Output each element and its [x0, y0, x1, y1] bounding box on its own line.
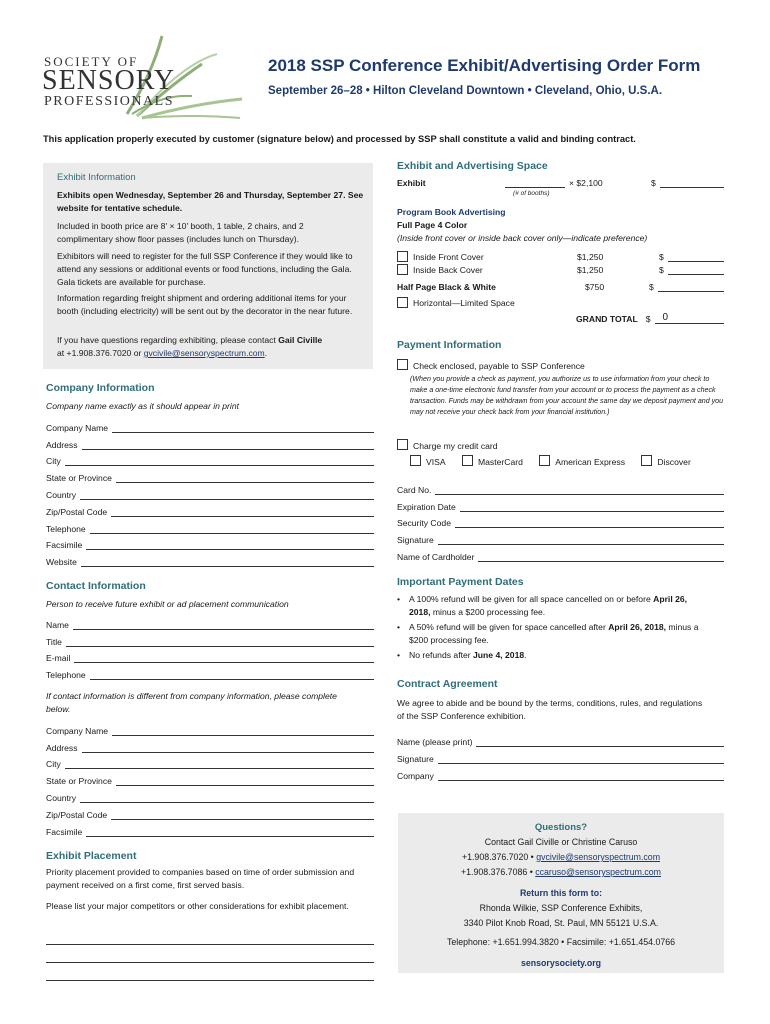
- company-field-input[interactable]: [81, 557, 374, 567]
- company-field-row: [46, 483, 374, 500]
- contact-secondary-field-label: Address: [46, 742, 78, 753]
- page-subtitle: September 26–28 • Hilton Cleveland Downtown • Cleveland, Ohio, U.S.A.: [268, 85, 663, 97]
- contact-secondary-field-label: Country: [46, 792, 77, 803]
- grand-total-input[interactable]: 0: [655, 313, 724, 324]
- half-page-dollar: $: [649, 282, 654, 292]
- contact-secondary-field-row: [46, 786, 374, 803]
- competitors-line[interactable]: [46, 938, 374, 945]
- inside-front-checkbox[interactable]: [397, 251, 408, 262]
- contact-secondary-field-input[interactable]: [86, 827, 374, 837]
- exhibit-info-p5: [57, 334, 367, 360]
- contact-info-note2: If contact information is different from company information, please complete below.: [46, 691, 337, 714]
- contact-secondary-field-row: [46, 719, 374, 736]
- page-title: 2018 SSP Conference Exhibit/Advertising Order Form: [268, 56, 701, 75]
- payment-field-input[interactable]: [435, 485, 724, 495]
- booths-note: (# of booths): [513, 190, 550, 197]
- contact-info-note: Person to receive future exhibit or ad placement communication: [46, 599, 289, 609]
- date-2-date: April 26, 2018,: [608, 622, 667, 632]
- payment-field-input[interactable]: [438, 535, 724, 545]
- payment-field-label: Card No.: [397, 484, 432, 495]
- questions-title: Questions?: [534, 822, 588, 833]
- company-field-input[interactable]: [116, 473, 374, 483]
- contact-field-label: E-mail: [46, 653, 71, 664]
- date-1-date: April 26, 2018,: [409, 594, 688, 617]
- payment-field-input[interactable]: [478, 552, 724, 562]
- contact-secondary-field-input[interactable]: [82, 743, 374, 753]
- logo-line1: SOCIETY OF: [44, 54, 139, 69]
- inside-back-checkbox[interactable]: [397, 264, 408, 275]
- date-bullet-2: • A 50% refund will be given for space cancelled after April 26, 2018, minus a $200 processing fee.: [397, 622, 699, 645]
- mastercard-checkbox[interactable]: [462, 455, 473, 466]
- horizontal-checkbox[interactable]: [397, 297, 408, 308]
- contract-title: Contract Agreement: [397, 678, 498, 690]
- competitors-line[interactable]: [46, 956, 374, 963]
- inside-back-dollar: $: [659, 265, 664, 275]
- company-info-title: Company Information: [46, 382, 155, 394]
- contact-field-label: Title: [46, 636, 62, 647]
- exhibit-price: × $2,100: [569, 178, 603, 188]
- card-checkbox[interactable]: [397, 439, 408, 450]
- contact-field-row: [46, 630, 374, 647]
- contact-field-row: [46, 647, 374, 664]
- exhibit-contact-text: If you have questions regarding exhibiting, please contact: [57, 335, 279, 345]
- full-page-label: Full Page 4 Color: [397, 220, 468, 230]
- company-field-input[interactable]: [112, 423, 374, 433]
- horizontal-row: [397, 297, 515, 308]
- company-field-input[interactable]: [111, 507, 374, 517]
- company-field-row: [46, 450, 374, 467]
- exhibit-info-p1: Exhibits open Wednesday, September 26 and Thursday, September 27. See website for tentative schedule.: [57, 190, 364, 213]
- contact-secondary-field-label: City: [46, 759, 61, 770]
- contact-secondary-field-input[interactable]: [111, 810, 374, 820]
- questions-email1-link[interactable]: gvcivile@sensoryspectrum.com: [536, 852, 661, 862]
- contract-field-row: [397, 747, 724, 764]
- contract-field-input[interactable]: [438, 754, 724, 764]
- exhibit-contact-period: .: [264, 348, 268, 358]
- exhibit-placement-p1: Priority placement provided to companies based on time of order submission and payment received on a first come, first served basis.: [46, 867, 355, 890]
- exhibit-placement-p2: Please list your major competitors or other considerations for exhibit placement.: [46, 901, 349, 911]
- questions-contact: Contact Gail Civille or Christine Caruso: [484, 837, 638, 847]
- contact-secondary-field-input[interactable]: [112, 726, 374, 736]
- exhibit-dollar: $: [651, 178, 656, 188]
- payment-field-input[interactable]: [460, 502, 724, 512]
- contact-fields-secondary: [46, 719, 374, 837]
- website-link[interactable]: sensorysociety.org: [520, 958, 602, 968]
- payment-field-row: [397, 512, 724, 529]
- exhibit-label: Exhibit: [397, 178, 426, 188]
- company-field-row: [46, 466, 374, 483]
- payment-field-row: [397, 545, 724, 562]
- contact-field-input[interactable]: [66, 637, 374, 647]
- payment-field-row: [397, 478, 724, 495]
- contact-field-label: Name: [46, 619, 69, 630]
- inside-back-row: [397, 264, 724, 275]
- company-fields: [46, 416, 374, 567]
- company-field-row: [46, 517, 374, 534]
- discover-checkbox[interactable]: [641, 455, 652, 466]
- contact-field-input[interactable]: [73, 620, 374, 630]
- payment-field-label: Name of Cardholder: [397, 551, 475, 562]
- exhibit-row: [397, 178, 724, 188]
- exhibit-info-title: Exhibit Information: [57, 172, 136, 183]
- company-field-input[interactable]: [86, 540, 374, 550]
- exhibit-info-p4: Information regarding freight shipment and ordering additional items for your booth (including electricity) will be sent out by the decorator in the near future.: [57, 293, 353, 316]
- questions-email2-link[interactable]: ccaruso@sensoryspectrum.com: [535, 867, 662, 877]
- contact-field-label: Telephone: [46, 670, 86, 681]
- payment-fields: [397, 478, 724, 562]
- contact-field-input[interactable]: [90, 670, 374, 680]
- payment-field-row: [397, 528, 724, 545]
- exhibit-info-p2: Included in booth price are 8' × 10' booth, 1 table, 2 chairs, and 2 complimentary show floor passes (includes lunch on Thursday).: [57, 221, 304, 244]
- questions-phone2: +1.908.376.7086 •: [460, 867, 536, 877]
- company-field-label: City: [46, 456, 61, 467]
- return-title: Return this form to:: [519, 888, 603, 898]
- booth-count-input[interactable]: [505, 178, 565, 188]
- contact-secondary-field-label: Facsimile: [46, 826, 83, 837]
- logo-line3: PROFESSIONALS: [44, 94, 174, 109]
- program-title: Program Book Advertising: [397, 207, 506, 217]
- half-page-total-input[interactable]: [658, 282, 724, 292]
- discover-label: Discover: [657, 457, 691, 467]
- contact-info-title: Contact Information: [46, 580, 146, 592]
- inside-front-row: [397, 251, 724, 262]
- company-field-label: Address: [46, 439, 78, 450]
- competitors-line[interactable]: [46, 974, 374, 981]
- company-field-row: [46, 416, 374, 433]
- contract-field-label: Name (please print): [397, 737, 473, 747]
- company-field-input[interactable]: [80, 490, 374, 500]
- return-tel: Telephone: +1.651.994.3820 • Facsimile: +1.651.454.0766: [446, 937, 676, 947]
- contact-secondary-field-input[interactable]: [80, 793, 374, 803]
- inside-front-label: Inside Front Cover: [413, 252, 484, 262]
- exhibit-contact-phone: at +1.908.376.7020 or: [57, 348, 144, 358]
- company-field-input[interactable]: [82, 440, 374, 450]
- contact-secondary-field-row: [46, 803, 374, 820]
- exhibit-contact-email-link[interactable]: gvcivile@sensoryspectrum.com: [143, 348, 265, 358]
- full-page-note: (Inside front cover or inside back cover only—indicate preference): [397, 233, 648, 243]
- company-field-label: Company Name: [46, 422, 109, 433]
- card-option: [397, 439, 498, 453]
- exhibit-info-p3: Exhibitors will need to register for the full SSP Conference if they would like to attend any sessions or additional events or food functions, including the Gala. Gala tickets are available for purchase.: [57, 251, 353, 287]
- company-field-label: Telephone: [46, 523, 86, 534]
- company-field-row: [46, 534, 374, 551]
- payment-field-label: Signature: [397, 535, 434, 546]
- inside-back-label: Inside Back Cover: [413, 265, 483, 275]
- grand-total-label: GRAND TOTAL: [576, 314, 638, 324]
- contact-field-row: [46, 663, 374, 680]
- date-3-date: June 4, 2018: [473, 650, 525, 660]
- date-3-text: No refunds after: [409, 650, 474, 660]
- dates-title: Important Payment Dates: [397, 576, 524, 588]
- card-types: [410, 455, 691, 469]
- space-title: Exhibit and Advertising Space: [397, 160, 548, 172]
- contact-secondary-field-label: Zip/Postal Code: [46, 809, 108, 820]
- company-info-note: Company name exactly as it should appear in print: [46, 401, 239, 411]
- company-field-label: Country: [46, 489, 77, 500]
- date-3-period: .: [524, 650, 527, 660]
- date-1-text: A 100% refund will be given for all space cancelled on or before: [409, 594, 654, 604]
- exhibit-placement-title: Exhibit Placement: [46, 850, 137, 862]
- inside-back-total-input[interactable]: [668, 265, 724, 275]
- contact-secondary-field-label: Company Name: [46, 725, 109, 736]
- inside-front-dollar: $: [659, 252, 664, 262]
- return-addr2: 3340 Pilot Knob Road, St. Paul, MN 55121 U.S.A.: [463, 918, 659, 928]
- check-note: (When you provide a check as payment, you authorize us to use information from your check to make a one-time electronic fund transfer from your account or to process the payment as a check transaction. Funds may be withdrawn from your account the same day we deposit payment and you may not receive your check back from your financial institution.): [410, 375, 724, 416]
- grand-total-dollar: $: [645, 314, 651, 324]
- half-page-price: $750: [585, 282, 605, 292]
- contract-field-row: [397, 764, 724, 781]
- competitors-lines: [46, 938, 374, 981]
- contact-fields: [46, 613, 374, 680]
- date-bullet-3: • No refunds after June 4, 2018.: [397, 650, 527, 660]
- half-page-row: [397, 282, 724, 292]
- mastercard-label: MasterCard: [477, 457, 523, 467]
- date-bullet-1: • A 100% refund will be given for all space cancelled on or before April 26, 2018, minus a $200 processing fee.: [397, 594, 688, 617]
- intro-text: This application properly executed by customer (signature below) and processed by SSP shall constitute a valid and binding contract.: [43, 134, 636, 144]
- visa-checkbox[interactable]: [410, 455, 421, 466]
- company-field-label: Facsimile: [46, 540, 83, 551]
- inside-back-price: $1,250: [577, 265, 604, 275]
- questions-line1: [398, 850, 724, 865]
- contact-secondary-field-row: [46, 820, 374, 837]
- questions-box: [398, 813, 724, 973]
- questions-phone1: +1.908.376.7020 •: [461, 852, 537, 862]
- company-field-label: Website: [46, 557, 77, 568]
- logo: [42, 34, 247, 120]
- inside-front-total-input[interactable]: [668, 252, 724, 262]
- contact-secondary-field-row: [46, 736, 374, 753]
- payment-field-label: Expiration Date: [397, 501, 456, 512]
- contact-secondary-field-label: State or Province: [46, 776, 112, 787]
- questions-line2: [398, 865, 724, 880]
- check-checkbox[interactable]: [397, 359, 408, 370]
- amex-label: American Express: [555, 457, 625, 467]
- return-addr1: Rhonda Wilkie, SSP Conference Exhibits,: [479, 903, 643, 913]
- contract-field-label: Signature: [397, 754, 434, 764]
- company-field-label: State or Province: [46, 473, 112, 484]
- grand-total-row: [576, 313, 724, 324]
- contact-secondary-field-row: [46, 753, 374, 770]
- company-field-row: [46, 550, 374, 567]
- amex-checkbox[interactable]: [539, 455, 550, 466]
- exhibit-contact-name: Gail Civille: [278, 335, 323, 345]
- date-2-text: A 50% refund will be given for space cancelled after: [409, 622, 609, 632]
- contract-field-row: [397, 730, 724, 747]
- date-1-fee: minus a $200 processing fee.: [430, 607, 546, 617]
- payment-field-row: [397, 495, 724, 512]
- payment-field-label: Security Code: [397, 518, 451, 529]
- contact-field-input[interactable]: [74, 653, 374, 663]
- company-field-row: [46, 500, 374, 517]
- payment-title: Payment Information: [397, 339, 502, 351]
- company-field-input[interactable]: [90, 524, 374, 534]
- contract-field-input[interactable]: [438, 771, 724, 781]
- contract-field-label: Company: [397, 771, 434, 781]
- contract-field-input[interactable]: [476, 737, 724, 747]
- contact-secondary-field-row: [46, 769, 374, 786]
- exhibit-total-input[interactable]: [660, 178, 724, 188]
- company-field-input[interactable]: [65, 456, 374, 466]
- company-field-row: [46, 433, 374, 450]
- company-field-label: Zip/Postal Code: [46, 506, 108, 517]
- card-label: Charge my credit card: [413, 441, 498, 451]
- visa-label: VISA: [426, 457, 446, 467]
- horizontal-label: Horizontal—Limited Space: [413, 298, 515, 308]
- check-label: Check enclosed, payable to SSP Conference: [413, 361, 585, 371]
- half-page-label: Half Page Black & White: [397, 282, 496, 292]
- contract-fields: [397, 730, 724, 781]
- inside-front-price: $1,250: [577, 252, 604, 262]
- contact-secondary-field-input[interactable]: [65, 759, 374, 769]
- contact-field-row: [46, 613, 374, 630]
- date-2-fee: minus a $200 processing fee.: [409, 622, 699, 645]
- payment-field-input[interactable]: [455, 518, 724, 528]
- logo-line2: SENSORY: [42, 65, 176, 96]
- contract-text: We agree to abide and be bound by the terms, conditions, rules, and regulations of the SSP Conference exhibition.: [397, 698, 703, 721]
- contact-secondary-field-input[interactable]: [116, 776, 374, 786]
- check-option: [397, 359, 585, 373]
- dates-list: [397, 593, 724, 662]
